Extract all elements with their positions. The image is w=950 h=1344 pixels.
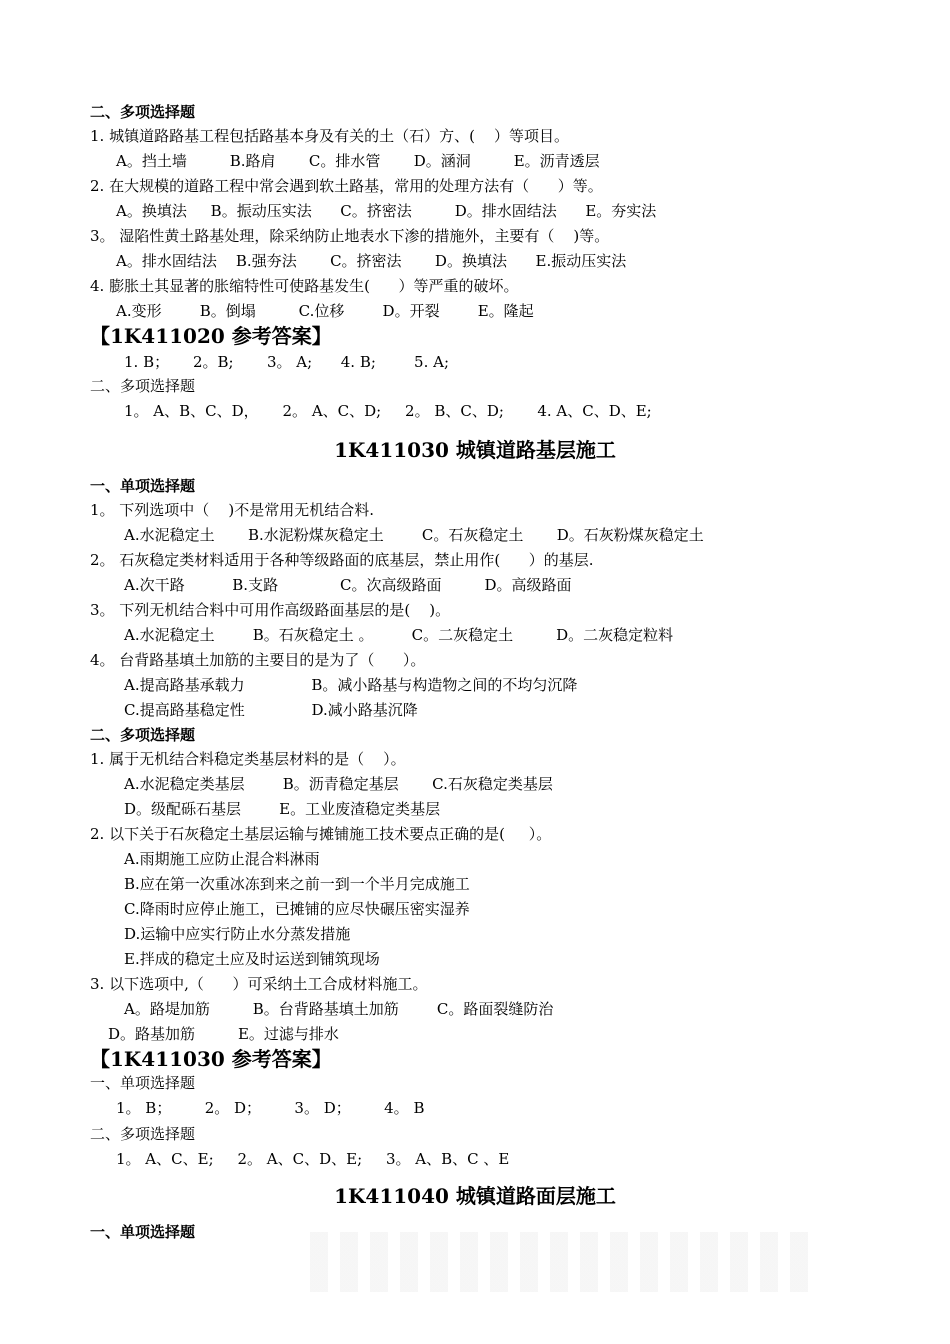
- a-1030-single: 1。 B； 2。 D； 3。 D； 4。 B: [116, 1099, 425, 1117]
- q-1020-m2: 2. 在大规模的道路工程中常会遇到软土路基，常用的处理方法有（ ）等。: [90, 177, 603, 195]
- q-1020-m4: 4. 膨胀土其显著的胀缩特性可使路基发生( ）等严重的破坏。: [90, 277, 519, 295]
- o-1030-m2d: D.运输中应实行防止水分蒸发措施: [124, 925, 351, 943]
- o-1030-s2: A.次干路 B.支路 C。次高级路面 D。高级路面: [124, 576, 572, 594]
- q-1030-m1: 1. 属于无机结合料稳定类基层材料的是（ ）。: [90, 750, 406, 768]
- h-multi-1: 二、多项选择题: [90, 103, 196, 121]
- o-1030-s3: A.水泥稳定土 B。石灰稳定土 。 C。二灰稳定土 D。二灰稳定粒料: [124, 626, 674, 644]
- o-1020-m3: A。排水固结法 B.强夯法 C。挤密法 D。换填法 E.振动压实法: [116, 252, 627, 270]
- a-1030-multi: 1。 A、C、E; 2。 A、C、D、E; 3。 A、B、C 、E: [116, 1150, 510, 1168]
- o-1020-m2: A。换填法 B。振动压实法 C。挤密法 D。排水固结法 E。夯实法: [116, 202, 657, 220]
- h-ans-1030: 【1K411030 参考答案】: [90, 1047, 332, 1071]
- q-1020-m3: 3。 湿陷性黄土路基处理，除采纳防止地表水下渗的措施外，主要有（ )等。: [90, 227, 610, 245]
- o-1020-m4: A.变形 B。倒塌 C.位移 D。开裂 E。隆起: [116, 302, 534, 320]
- a-1020-single: 1. B； 2。B; 3。 A; 4. B; 5. A;: [124, 353, 450, 371]
- o-1030-s1: A.水泥稳定土 B.水泥粉煤灰稳定土 C。石灰稳定土 D。石灰粉煤灰稳定土: [124, 526, 704, 544]
- faint-watermark: [310, 1232, 820, 1292]
- section-1030-title: 1K411030 城镇道路基层施工: [334, 438, 616, 462]
- o-1030-m1a: A.水泥稳定类基层 B。沥青稳定基层 C.石灰稳定类基层: [124, 775, 553, 793]
- section-1040-title: 1K411040 城镇道路面层施工: [334, 1184, 616, 1208]
- o-1030-s4a: A.提高路基承载力 B。减小路基与构造物之间的不均匀沉降: [124, 676, 578, 694]
- q-1020-m1: 1. 城镇道路路基工程包括路基本身及有关的土（石）方、( ）等项目。: [90, 127, 570, 145]
- q-1030-s1: 1。 下列选项中（ )不是常用无机结合料.: [90, 501, 375, 519]
- h-single-1030: 一、单项选择题: [90, 477, 196, 495]
- o-1030-m1b: D。级配砾石基层 E。工业废渣稳定类基层: [124, 800, 441, 818]
- o-1030-m2b: B.应在第一次重冰冻到来之前一到一个半月完成施工: [124, 875, 470, 893]
- a-1020-multi: 1。 A、B、C、D， 2。 A、C、D; 2。 B、C、D; 4. A、C、D、E;: [124, 402, 652, 420]
- h-ans-1020-multi: 二、多项选择题: [90, 377, 196, 395]
- o-1030-m3b: D。路基加筋 E。过滤与排水: [108, 1025, 339, 1043]
- h-ans-1030-single: 一、单项选择题: [90, 1074, 196, 1092]
- h-single-1040: 一、单项选择题: [90, 1223, 196, 1241]
- q-1030-m2: 2. 以下关于石灰稳定土基层运输与摊铺施工技术要点正确的是( ）。: [90, 825, 552, 843]
- o-1030-m2c: C.降雨时应停止施工，已摊铺的应尽快碾压密实湿养: [124, 900, 470, 918]
- q-1030-s2: 2。 石灰稳定类材料适用于各种等级路面的底基层，禁止用作( ）的基层.: [90, 551, 594, 569]
- h-multi-1030: 二、多项选择题: [90, 726, 196, 744]
- o-1030-m3a: A。路堤加筋 B。台背路基填土加筋 C。路面裂缝防治: [124, 1000, 554, 1018]
- q-1030-m3: 3. 以下选项中,（ ）可采纳土工合成材料施工。: [90, 975, 428, 993]
- o-1020-m1: A。挡土墙 B.路肩 C。排水管 D。涵洞 E。沥青透层: [116, 152, 600, 170]
- h-ans-1020: 【1K411020 参考答案】: [90, 324, 332, 348]
- h-ans-1030-multi: 二、多项选择题: [90, 1125, 196, 1143]
- o-1030-m2e: E.拌成的稳定土应及时运送到铺筑现场: [124, 950, 380, 968]
- q-1030-s4: 4。 台背路基填土加筋的主要目的是为了（ ）。: [90, 651, 426, 669]
- o-1030-m2a: A.雨期施工应防止混合料淋雨: [124, 850, 320, 868]
- q-1030-s3: 3。 下列无机结合料中可用作高级路面基层的是( )。: [90, 601, 451, 619]
- o-1030-s4b: C.提高路基稳定性 D.减小路基沉降: [124, 701, 418, 719]
